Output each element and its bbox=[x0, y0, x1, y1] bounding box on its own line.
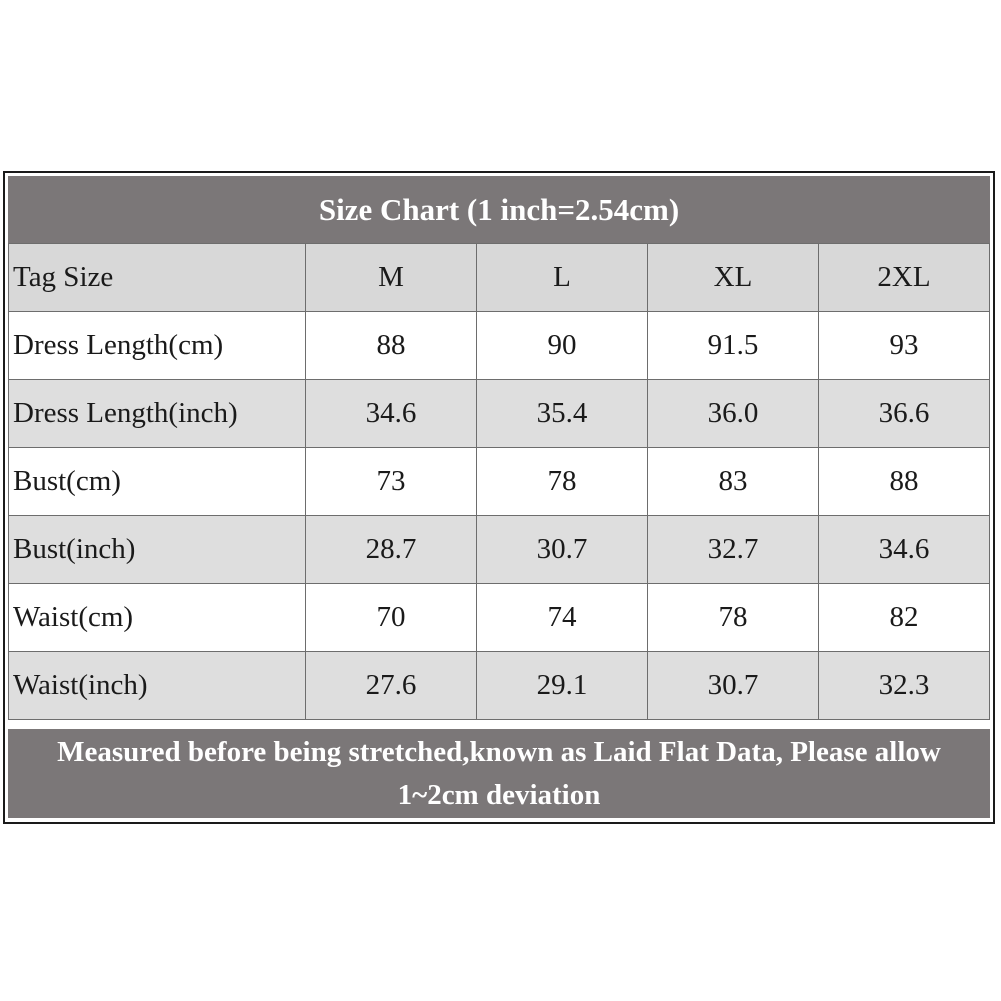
table-cell: 29.1 bbox=[477, 652, 648, 720]
row-label: Bust(cm) bbox=[9, 448, 306, 516]
measurement-note: Measured before being stretched,known as Laid Flat Data, Please allow 1~2cm deviation bbox=[8, 729, 990, 818]
table-cell: 32.3 bbox=[819, 652, 990, 720]
size-header: M bbox=[306, 244, 477, 312]
size-header: 2XL bbox=[819, 244, 990, 312]
header-label: Tag Size bbox=[9, 244, 306, 312]
table-cell: 70 bbox=[306, 584, 477, 652]
size-header: XL bbox=[648, 244, 819, 312]
size-chart-title: Size Chart (1 inch=2.54cm) bbox=[8, 176, 990, 243]
table-cell: 88 bbox=[819, 448, 990, 516]
table-cell: 93 bbox=[819, 312, 990, 380]
row-label: Dress Length(inch) bbox=[9, 380, 306, 448]
row-label: Waist(cm) bbox=[9, 584, 306, 652]
table-row bbox=[9, 380, 990, 448]
table-cell: 28.7 bbox=[306, 516, 477, 584]
table-cell: 91.5 bbox=[648, 312, 819, 380]
table-row bbox=[9, 516, 990, 584]
table-cell: 34.6 bbox=[819, 516, 990, 584]
table-cell: 36.6 bbox=[819, 380, 990, 448]
size-header: L bbox=[477, 244, 648, 312]
table-row bbox=[9, 584, 990, 652]
table-cell: 32.7 bbox=[648, 516, 819, 584]
size-chart bbox=[3, 171, 995, 824]
table-row bbox=[9, 448, 990, 516]
table-cell: 73 bbox=[306, 448, 477, 516]
table-cell: 78 bbox=[648, 584, 819, 652]
row-label: Bust(inch) bbox=[9, 516, 306, 584]
table-cell: 88 bbox=[306, 312, 477, 380]
table-row bbox=[9, 652, 990, 720]
table-cell: 78 bbox=[477, 448, 648, 516]
table-cell: 74 bbox=[477, 584, 648, 652]
table-cell: 30.7 bbox=[648, 652, 819, 720]
table-header-row bbox=[9, 244, 990, 312]
table-row bbox=[9, 312, 990, 380]
table-cell: 35.4 bbox=[477, 380, 648, 448]
row-label: Waist(inch) bbox=[9, 652, 306, 720]
table-cell: 27.6 bbox=[306, 652, 477, 720]
row-label: Dress Length(cm) bbox=[9, 312, 306, 380]
table-cell: 34.6 bbox=[306, 380, 477, 448]
table-cell: 30.7 bbox=[477, 516, 648, 584]
size-table bbox=[8, 243, 990, 720]
table-cell: 90 bbox=[477, 312, 648, 380]
table-cell: 36.0 bbox=[648, 380, 819, 448]
table-cell: 82 bbox=[819, 584, 990, 652]
table-cell: 83 bbox=[648, 448, 819, 516]
